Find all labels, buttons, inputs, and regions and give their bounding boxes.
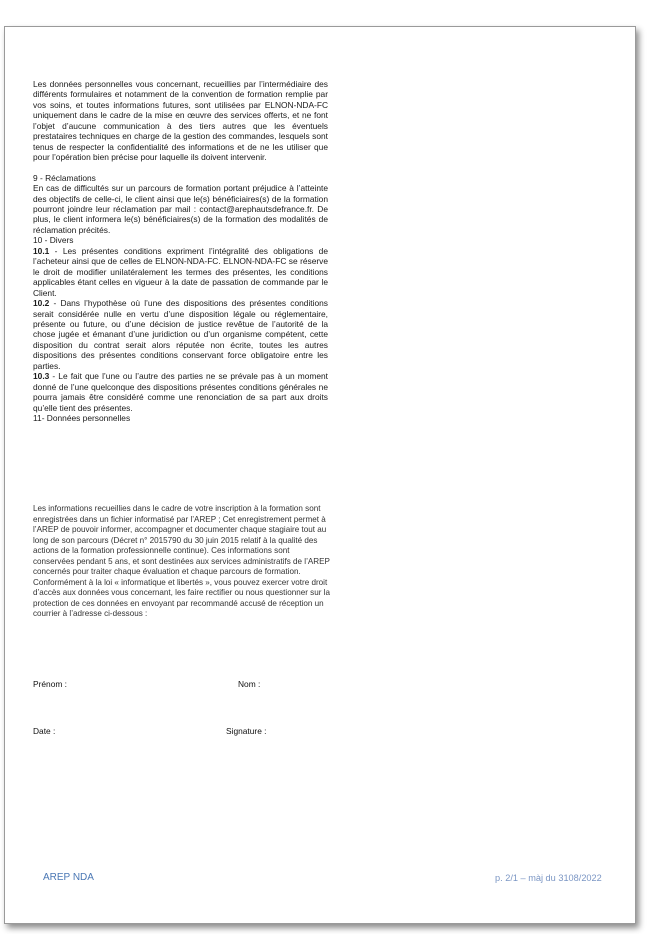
section-10-3: [33, 371, 328, 413]
footer-page-info: p. 2/1 – màj du 3108/2022: [495, 873, 602, 883]
signature-label: Signature :: [226, 726, 267, 736]
date-label: Date :: [33, 726, 56, 736]
document-page: [4, 26, 636, 924]
section-10-1-text: - Les présentes conditions expriment l’intégralité des obligations de l’acheteur ainsi que de celles de ELNON-NDA-FC. ELNON-NDA-FC se réserve le droit de modifier unilatéralement les termes des présentes, les conditions applicables étant celles en vigueur à la date de passation de commande par le Client.: [33, 245, 328, 298]
section-10-heading: 10 - Divers: [33, 235, 74, 246]
section-10-3-number: 10.3: [33, 371, 50, 382]
section-9-text: En cas de difficultés sur un parcours de formation portant préjudice à l’atteinte des objectifs de celle-ci, le client ainsi que le(s) bénéficiaires(s) de la formation pourront joindre leur réclamation par mail : contact@arephautsdefrance.fr. De plus, le client informera le(s) bénéficiaires(s) de la formation des modalités de réclamation précités.: [33, 183, 328, 235]
main-text-column: [33, 79, 328, 424]
prenom-label: Prénom :: [33, 679, 67, 689]
section-11-text: Les informations recueillies dans le cadre de votre inscription à la formation sont enregistrées dans un fichier informatisé par l’AREP ; Cet enregistrement permet à l’AREP de pouvoir informer, accompagner et documenter chaque stagiaire tout au long de son parcours (Décret n° 2015790 du 30 juin 2015 relatif à la qualité des actions de la formation professionnelle continue). Ces informations sont conservées pendant 5 ans, et sont destinées aux services administratifs de l’AREP concernés pour traiter chaque évaluation et chaque parcours de formation. Conformément à la loi « informatique et libertés », vous pouvez exercer votre droit d’accès aux données vous concernant, les faire rectifier ou nous questionner sur la protection de ces données en envoyant par recommandé accusé de réception un courrier à l’adresse ci-dessous :: [33, 504, 330, 618]
section-10-2: [33, 298, 328, 371]
footer-org-name: AREP NDA: [43, 872, 94, 883]
nom-label: Nom :: [238, 679, 261, 689]
section-10-1-number: 10.1: [33, 245, 50, 256]
section-9-heading: 9 - Réclamations: [33, 172, 96, 183]
section-11-heading: 11- Données personnelles: [33, 413, 131, 424]
section-10-1: [33, 246, 328, 298]
section-10-2-number: 10.2: [33, 298, 50, 309]
section-10-2-text: - Dans l’hypothèse où l’une des dispositions des présentes conditions serait considérée nulle en vertu d’une disposition légale ou réglementaire, présente ou future, ou d’une décision de justice revêtue de l’autorité de la chose jugée et émanant d’une juridiction ou d’un organisme compétent, cette disposition du contrat serait alors réputée non écrite, toutes les autres dispositions des présentes conditions conservant force obligatoire entre les parties.: [33, 298, 328, 371]
intro-paragraph: Les données personnelles vous concernant, recueillies par l’intermédiaire des différents formulaires et notamment de la convention de formation remplie par vos soins, et toutes informations futures, sont utilisées par ELNON-NDA-FC uniquement dans le cadre de la mise en œuvre des services offerts, et ne font l’objet d’aucune communication à des tiers autres que les éventuels prestataires techniques en charge de la gestion des commandes, lesquels sont tenus de respecter la confidentialité des informations et de ne les utiliser que pour l’opération bien précise pour laquelle ils doivent intervenir.: [33, 79, 328, 163]
section-10-3-text: - Le fait que l’une ou l’autre des parties ne se prévale pas à un moment donné de l’une quelconque des dispositions présentes conditions générales ne pourra jamais être considéré comme une renonciation de sa part aux droits qu’elle tient des présentes.: [33, 371, 328, 413]
